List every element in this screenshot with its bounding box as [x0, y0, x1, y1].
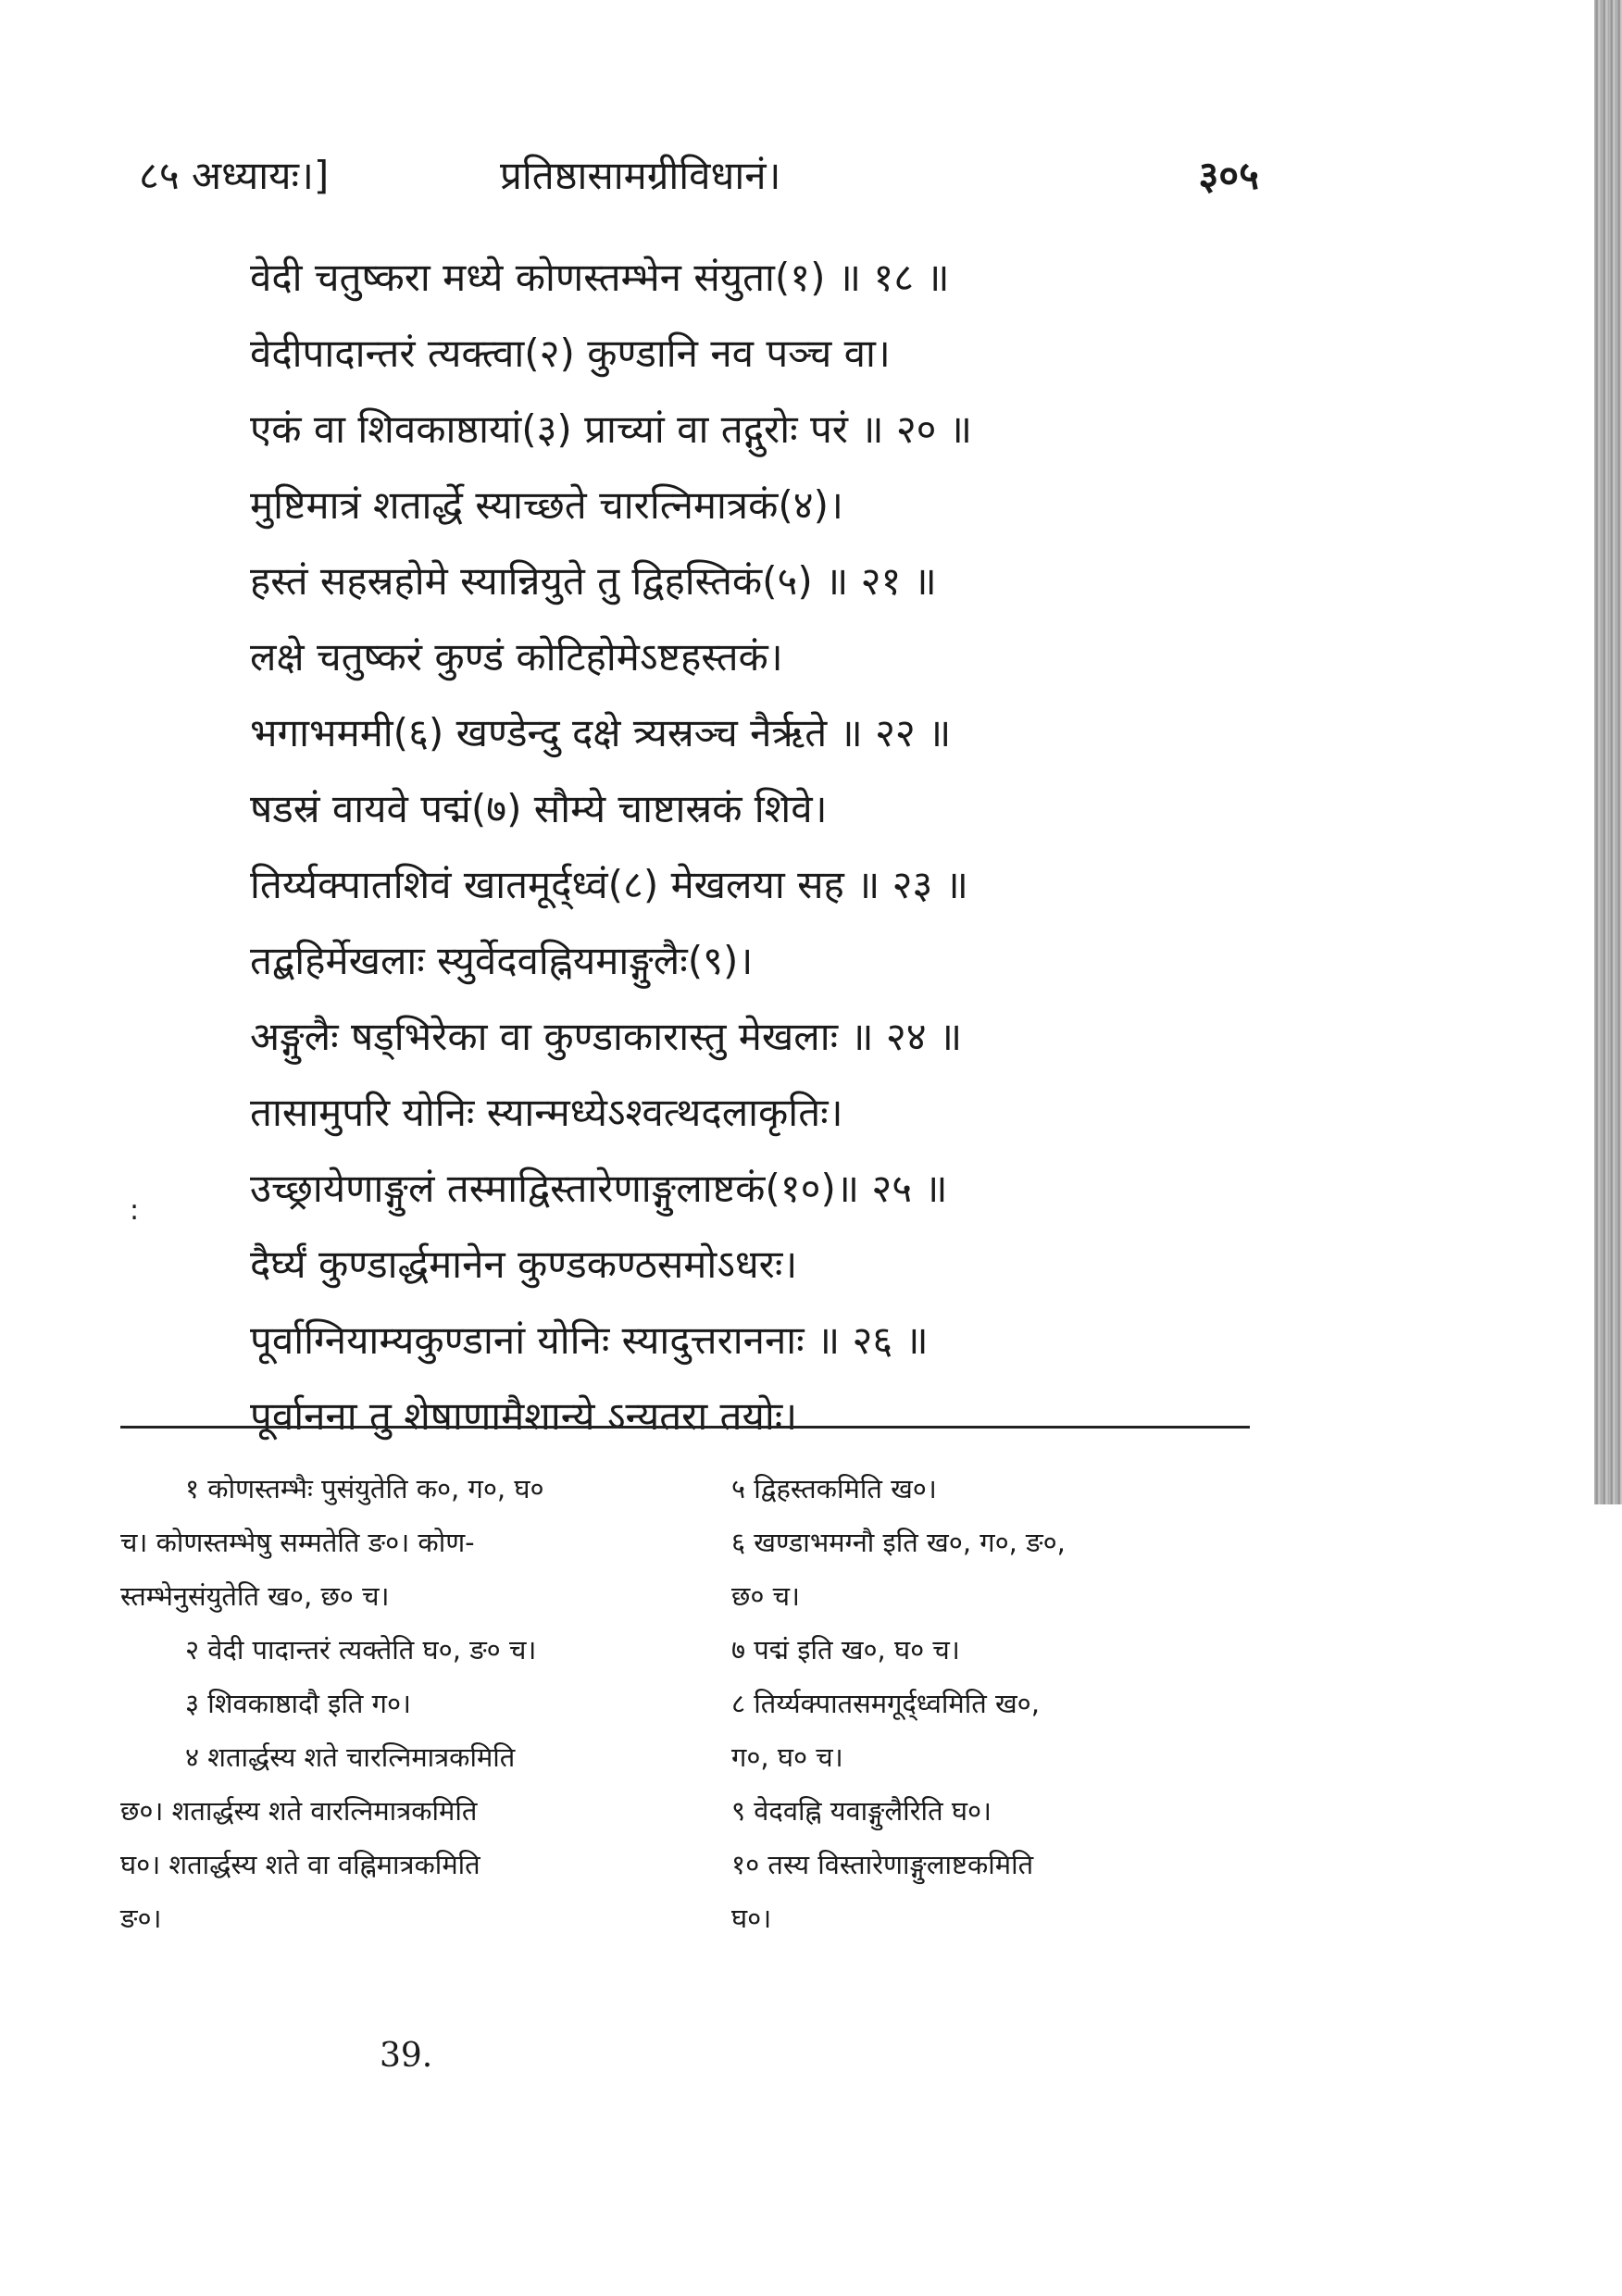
footnote-line: २ वेदी पादान्तरं त्यक्तेति घ०, ङ० च। [185, 1634, 537, 1666]
verse-line: अङ्गुलैः षड्भिरेका वा कुण्डाकारास्तु मेखलाः ॥ २४ ॥ [250, 1014, 963, 1059]
verse-line: हस्तं सहस्रहोमे स्यान्नियुते तु द्विहस्तिकं(५) ॥ २१ ॥ [250, 558, 937, 604]
verse-line: तद्बहिर्मेखलाः स्युर्वेदवह्नियमाङ्गुलैः(९)। [250, 938, 754, 983]
footnote-line: ३ शिवकाष्ठादौ इति ग०। [185, 1688, 412, 1719]
footnote-line: घ०। [731, 1903, 772, 1934]
footnote-line: छ० च। [731, 1580, 801, 1612]
footnote-divider [120, 1426, 1250, 1429]
footnote-line: ८ तिर्य्यक्पातसमगूर्द्ध्वमिति ख०, [731, 1688, 1040, 1719]
footnote-line: ६ खण्डाभमग्नौ इति ख०, ग०, ङ०, [731, 1527, 1066, 1558]
chapter-marker: ८५ अध्यायः।] [139, 153, 330, 198]
footnote-line: ङ०। [120, 1903, 162, 1934]
verse-line: तिर्य्यक्पातशिवं खातमूर्द्ध्वं(८) मेखलया सह ॥ २३ ॥ [250, 862, 968, 907]
verse-line: एकं वा शिवकाष्ठायां(३) प्राच्यां वा तद्गुरोः परं ॥ २० ॥ [250, 406, 973, 452]
verse-line: भगाभममी(६) खण्डेन्दु दक्षे त्र्यस्रञ्च नैर्ऋते ॥ २२ ॥ [250, 710, 952, 755]
verse-line: पूर्वानना तु शेषाणामैशान्ये ऽन्यतरा तयोः। [250, 1393, 798, 1439]
verse-block [250, 250, 1287, 1465]
margin-mark: : [130, 1194, 140, 1227]
verse-line: तासामुपरि योनिः स्यान्मध्येऽश्वत्थदलाकृतिः। [250, 1090, 843, 1135]
running-head [139, 148, 1259, 213]
footnote-line: छ०। शतार्द्धस्य शते वारत्निमात्रकमिति [120, 1795, 478, 1827]
footnote-line: १० तस्य विस्तारेणाङ्गुलाष्टकमिति [731, 1849, 1034, 1880]
footnote-line: ४ शतार्द्धस्य शते चारत्निमात्रकमिति [185, 1741, 516, 1773]
verse-line: षडस्रं वायवे पद्मं(७) सौम्ये चाष्टास्रकं शिवे। [250, 786, 828, 831]
footnotes [120, 1467, 1268, 2041]
footnote-line: ग०, घ० च। [731, 1741, 843, 1773]
verse-line: वेदीपादान्तरं त्यक्त्वा(२) कुण्डानि नव पञ्च वा। [250, 331, 891, 376]
folio-number: ३०५ [1198, 153, 1259, 198]
verse-line: मुष्टिमात्रं शतार्द्धे स्याच्छते चारत्निमात्रकं(४)। [250, 482, 843, 528]
page-number: 39. [380, 2037, 433, 2075]
verse-line: लक्षे चतुष्करं कुण्डं कोटिहोमेऽष्टहस्तकं। [250, 634, 783, 680]
verse-line: वेदी चतुष्करा मध्ये कोणस्तम्भेन संयुता(१) ॥ १८ ॥ [250, 255, 950, 300]
footnote-line: स्तम्भेनुसंयुतेति ख०, छ० च। [120, 1580, 390, 1612]
scan-page-edge [1594, 0, 1622, 1504]
footnote-line: घ०। शतार्द्धस्य शते वा वह्निमात्रकमिति [120, 1849, 480, 1880]
footnote-line: ५ द्विहस्तकमिति ख०। [731, 1473, 937, 1504]
footnote-line: ९ वेदवह्नि यवाङ्गुलैरिति घ०। [731, 1795, 992, 1827]
footnote-line: १ कोणस्तम्भैः पुसंयुतेति क०, ग०, घ० [185, 1473, 544, 1504]
verse-line: उच्छ्रायेणाङ्गुलं तस्माद्विस्तारेणाङ्गुलाष्टकं(१०)॥ २५ ॥ [250, 1166, 948, 1211]
verse-line: पूर्वाग्नियाम्यकुण्डानां योनिः स्यादुत्तराननाः ॥ २६ ॥ [250, 1317, 929, 1363]
footnote-line: च। कोणस्तम्भेषु सम्मतेति ङ०। कोण- [120, 1527, 475, 1558]
footnotes-left-column [120, 1467, 731, 1951]
footnote-line: ७ पद्मं इति ख०, घ० च। [731, 1634, 960, 1666]
verse-line: दैर्घ्यं कुण्डार्द्धमानेन कुण्डकण्ठसमोऽधरः। [250, 1242, 798, 1287]
footnotes-right-column [731, 1467, 1268, 1951]
section-title: प्रतिष्ठासामग्रीविधानं। [500, 153, 781, 198]
